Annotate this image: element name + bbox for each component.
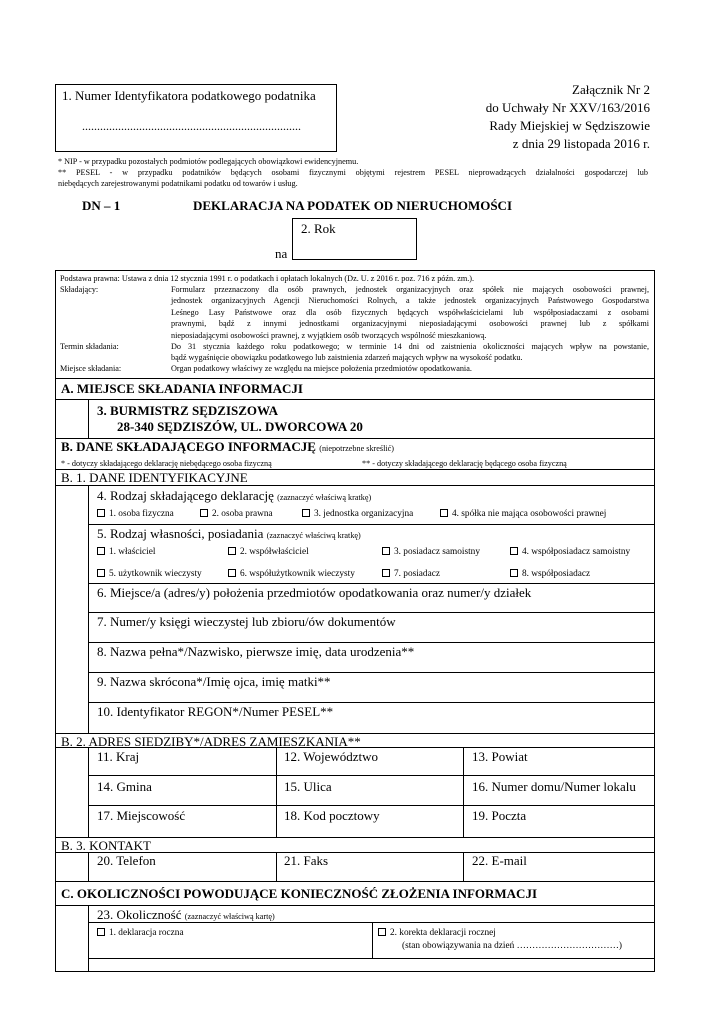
field-4-option-2[interactable] — [200, 509, 273, 519]
field-11[interactable]: 11. Kraj — [97, 749, 140, 764]
filer-line-2: jednostek organizacyjnych Agencji Nieruchomości Rolnych, a także jednostek organizacyjnych Państwowego Gospodarstwa — [171, 296, 649, 305]
section-c-title: C. OKOLICZNOŚCI POWODUJĄCE KONIECZNOŚĆ ZŁOŻENIA INFORMACJI — [61, 886, 538, 901]
field-23-option-2[interactable] — [378, 928, 496, 938]
year-label: 2. Rok — [301, 221, 336, 236]
legal-basis: Podstawa prawna: Ustawa z dnia 12 stycznia 1991 r. o podatkach i opłatach lokalnych (Dz. U. z 2016 r. poz. 716 z późn. zm.). — [60, 274, 475, 283]
b3-title: B. 3. KONTAKT — [61, 838, 151, 853]
checkbox[interactable] — [200, 509, 208, 517]
option-label: 3. jednostka organizacyjna — [314, 509, 414, 519]
field-19[interactable]: 19. Poczta — [472, 808, 527, 823]
nip-label: 1. Numer Identyfikatora podatkowego podatnika — [62, 88, 316, 103]
field-21[interactable]: 21. Faks — [284, 853, 329, 868]
filer-line-1: Formularz przeznaczony dla osób prawnych, jednostek organizacyjnych oraz spółek nie mających osobowości prawnej, — [171, 285, 649, 294]
field-5-note: (zaznaczyć właściwą kratkę) — [266, 531, 361, 540]
note-left: * - dotyczy składającego deklarację niebędącego osoba fizyczną — [61, 459, 272, 468]
filer-line-5: nieposiadającymi osobowości prawnej, z wyjątkiem osób tworzących wspólność mieszkaniową. — [171, 331, 487, 340]
field-9[interactable]: 9. Nazwa skrócona*/Imię ojca, imię matki** — [97, 674, 331, 689]
divider — [88, 702, 655, 703]
field-23-option-1[interactable] — [97, 928, 184, 938]
option-label: 4. spółka nie mająca osobowości prawnej — [452, 509, 607, 519]
indent-line — [88, 905, 89, 972]
section-b-title-text: B. DANE SKŁADAJĄCEGO INFORMACJĘ — [61, 439, 316, 454]
section-b-title-note: (niepotrzebne skreślić) — [319, 444, 395, 453]
indent-line — [88, 852, 89, 881]
checkbox[interactable] — [97, 547, 105, 555]
field-5-label — [97, 526, 361, 542]
field-4-option-1[interactable] — [97, 509, 174, 519]
filer-label: Składający: — [60, 285, 99, 294]
section-b-title — [61, 439, 394, 455]
option-label: 1. właściciel — [109, 547, 156, 557]
field-4-label — [97, 488, 371, 504]
checkbox[interactable] — [510, 569, 518, 577]
checkbox[interactable] — [97, 928, 105, 936]
nip-input-dots[interactable]: ......................................................................... — [82, 119, 301, 133]
field-4-option-4[interactable] — [440, 509, 606, 519]
option-label: 6. współużytkownik wieczysty — [240, 569, 355, 579]
footnote-nip: * NIP - w przypadku pozostałych podmiotów podlegających obowiązkowi ewidencyjnemu. — [58, 157, 359, 166]
field-5-option-1[interactable] — [97, 547, 155, 557]
field-16[interactable]: 16. Numer domu/Numer lokalu — [472, 779, 636, 794]
field-23-option-2-sub: (stan obowiązywania na dzień ……………………………) — [402, 941, 622, 951]
place-text: Organ podatkowy właściwy ze względu na miejsce położenia przedmiotów opodatkowania. — [171, 364, 472, 373]
divider — [88, 805, 655, 806]
divider — [88, 958, 655, 959]
checkbox[interactable] — [510, 547, 518, 555]
filer-line-4: prawnymi, bądź z innymi jednostkami organizacyjnymi nieposiadającymi osobowości prawnej lub z spółkami — [171, 319, 649, 328]
field-10[interactable]: 10. Identyfikator REGON*/Numer PESEL** — [97, 704, 334, 719]
annex-line2: do Uchwały Nr XXV/163/2016 — [485, 100, 650, 115]
indent-line — [88, 485, 89, 733]
field-5-option-2[interactable] — [228, 547, 309, 557]
divider — [55, 485, 655, 486]
checkbox[interactable] — [97, 509, 105, 517]
checkbox[interactable] — [228, 569, 236, 577]
divider — [55, 905, 655, 906]
divider — [55, 378, 655, 379]
section-a-title: A. MIEJSCE SKŁADANIA INFORMACJI — [61, 381, 303, 396]
option-label: 4. współposiadacz samoistny — [522, 547, 631, 557]
checkbox[interactable] — [378, 928, 386, 936]
field-5-option-6[interactable] — [228, 569, 355, 579]
annex-line3: Rady Miejskiej w Sędziszowie — [489, 118, 650, 133]
field-6[interactable]: 6. Miejsce/a (adres/y) położenia przedmiotów opodatkowania oraz numer/y działek — [97, 585, 532, 600]
note-right: ** - dotyczy składającego deklarację będącego osoba fizyczną — [362, 459, 567, 468]
divider — [88, 642, 655, 643]
option-label: 2. osoba prawna — [212, 509, 273, 519]
field-3-line2: 28-340 SĘDZISZÓW, UL. DWORCOWA 20 — [117, 419, 363, 434]
field-17[interactable]: 17. Miejscowość — [97, 808, 186, 823]
divider — [88, 672, 655, 673]
column-line — [276, 747, 277, 837]
field-4-note: (zaznaczyć właściwą kratkę) — [277, 493, 372, 502]
b1-title: B. 1. DANE IDENTYFIKACYJNE — [61, 470, 248, 485]
form-title: DEKLARACJA NA PODATEK OD NIERUCHOMOŚCI — [193, 198, 513, 213]
divider — [55, 881, 655, 882]
divider — [88, 583, 655, 584]
field-5-option-8[interactable] — [510, 569, 590, 579]
footnote-pesel-1: ** PESEL - w przypadku podatników będących osobami fizycznymi objętymi rejestrem PESEL nieprowadzących działalności gospodarczej lub — [58, 168, 648, 177]
option-label: 2. korekta deklaracji rocznej — [390, 928, 496, 938]
divider — [88, 775, 655, 776]
footnote-pesel-2: niebędących zarejestrowanymi podatnikami podatku od towarów i usług. — [58, 179, 298, 188]
option-label: 1. deklaracja roczna — [109, 928, 184, 938]
field-14[interactable]: 14. Gmina — [97, 779, 152, 794]
annex-line4: z dnia 29 listopada 2016 r. — [512, 136, 650, 151]
divider — [88, 524, 655, 525]
option-label: 2. współwłaściciel — [240, 547, 309, 557]
checkbox[interactable] — [382, 547, 390, 555]
divider — [88, 612, 655, 613]
option-label: 5. użytkownik wieczysty — [109, 569, 202, 579]
column-line — [276, 852, 277, 881]
checkbox[interactable] — [97, 569, 105, 577]
deadline-line-2: bądź wygaśnięcie obowiązku podatkowego lub zaistnienia zdarzeń mających wpływ na wysokość podatku. — [171, 353, 523, 362]
field-5-label-text: 5. Rodzaj własności, posiadania — [97, 526, 264, 541]
column-line — [463, 852, 464, 881]
deadline-label: Termin składania: — [60, 342, 119, 351]
place-label: Miejsce składania: — [60, 364, 122, 373]
option-label: 7. posiadacz — [394, 569, 440, 579]
checkbox[interactable] — [440, 509, 448, 517]
field-8[interactable]: 8. Nazwa pełna*/Nazwisko, pierwsze imię, data urodzenia** — [97, 644, 415, 659]
field-3-line1: 3. BURMISTRZ SĘDZISZOWA — [97, 403, 278, 418]
option-label: 8. współposiadacz — [522, 569, 591, 579]
field-4-label-text: 4. Rodzaj składającego deklarację — [97, 488, 274, 503]
checkbox[interactable] — [228, 547, 236, 555]
indent-line — [88, 399, 89, 438]
checkbox[interactable] — [302, 509, 310, 517]
divider — [55, 399, 655, 400]
field-7[interactable]: 7. Numer/y księgi wieczystej lub zbioru/ów dokumentów — [97, 614, 396, 629]
checkbox[interactable] — [382, 569, 390, 577]
field-22[interactable]: 22. E-mail — [472, 853, 527, 868]
field-4-option-3[interactable] — [302, 509, 413, 519]
field-5-option-3[interactable] — [382, 547, 480, 557]
field-23-note: (zaznaczyć właściwą kartę) — [184, 912, 275, 921]
column-line — [372, 922, 373, 958]
field-12[interactable]: 12. Województwo — [284, 749, 379, 764]
indent-line — [88, 747, 89, 837]
field-5-option-7[interactable] — [382, 569, 440, 579]
year-na: na — [275, 246, 288, 261]
column-line — [463, 747, 464, 837]
field-5-option-5[interactable] — [97, 569, 202, 579]
option-label: 1. osoba fizyczna — [109, 509, 174, 519]
field-13[interactable]: 13. Powiat — [472, 749, 528, 764]
filer-line-3: Leśnego Lasy Państwowe oraz dla osób fizycznych będących współwłaścicielami lub współposiadaczami z osobami — [171, 308, 649, 317]
field-20[interactable]: 20. Telefon — [97, 853, 156, 868]
field-23-label — [97, 907, 275, 923]
annex-line1: Załącznik Nr 2 — [572, 82, 650, 97]
field-23-label-text: 23. Okoliczność — [97, 907, 182, 922]
form-code: DN – 1 — [82, 198, 121, 213]
field-18[interactable]: 18. Kod pocztowy — [284, 808, 380, 823]
field-15[interactable]: 15. Ulica — [284, 779, 332, 794]
divider — [55, 747, 655, 748]
deadline-line-1: Do 31 stycznia każdego roku podatkowego; w terminie 14 dni od zaistnienia okoliczności mających wpływ na powstanie, — [171, 342, 649, 351]
field-5-option-4[interactable] — [510, 547, 630, 557]
b2-title: B. 2. ADRES SIEDZIBY*/ADRES ZAMIESZKANIA** — [61, 734, 361, 749]
option-label: 3. posiadacz samoistny — [394, 547, 480, 557]
